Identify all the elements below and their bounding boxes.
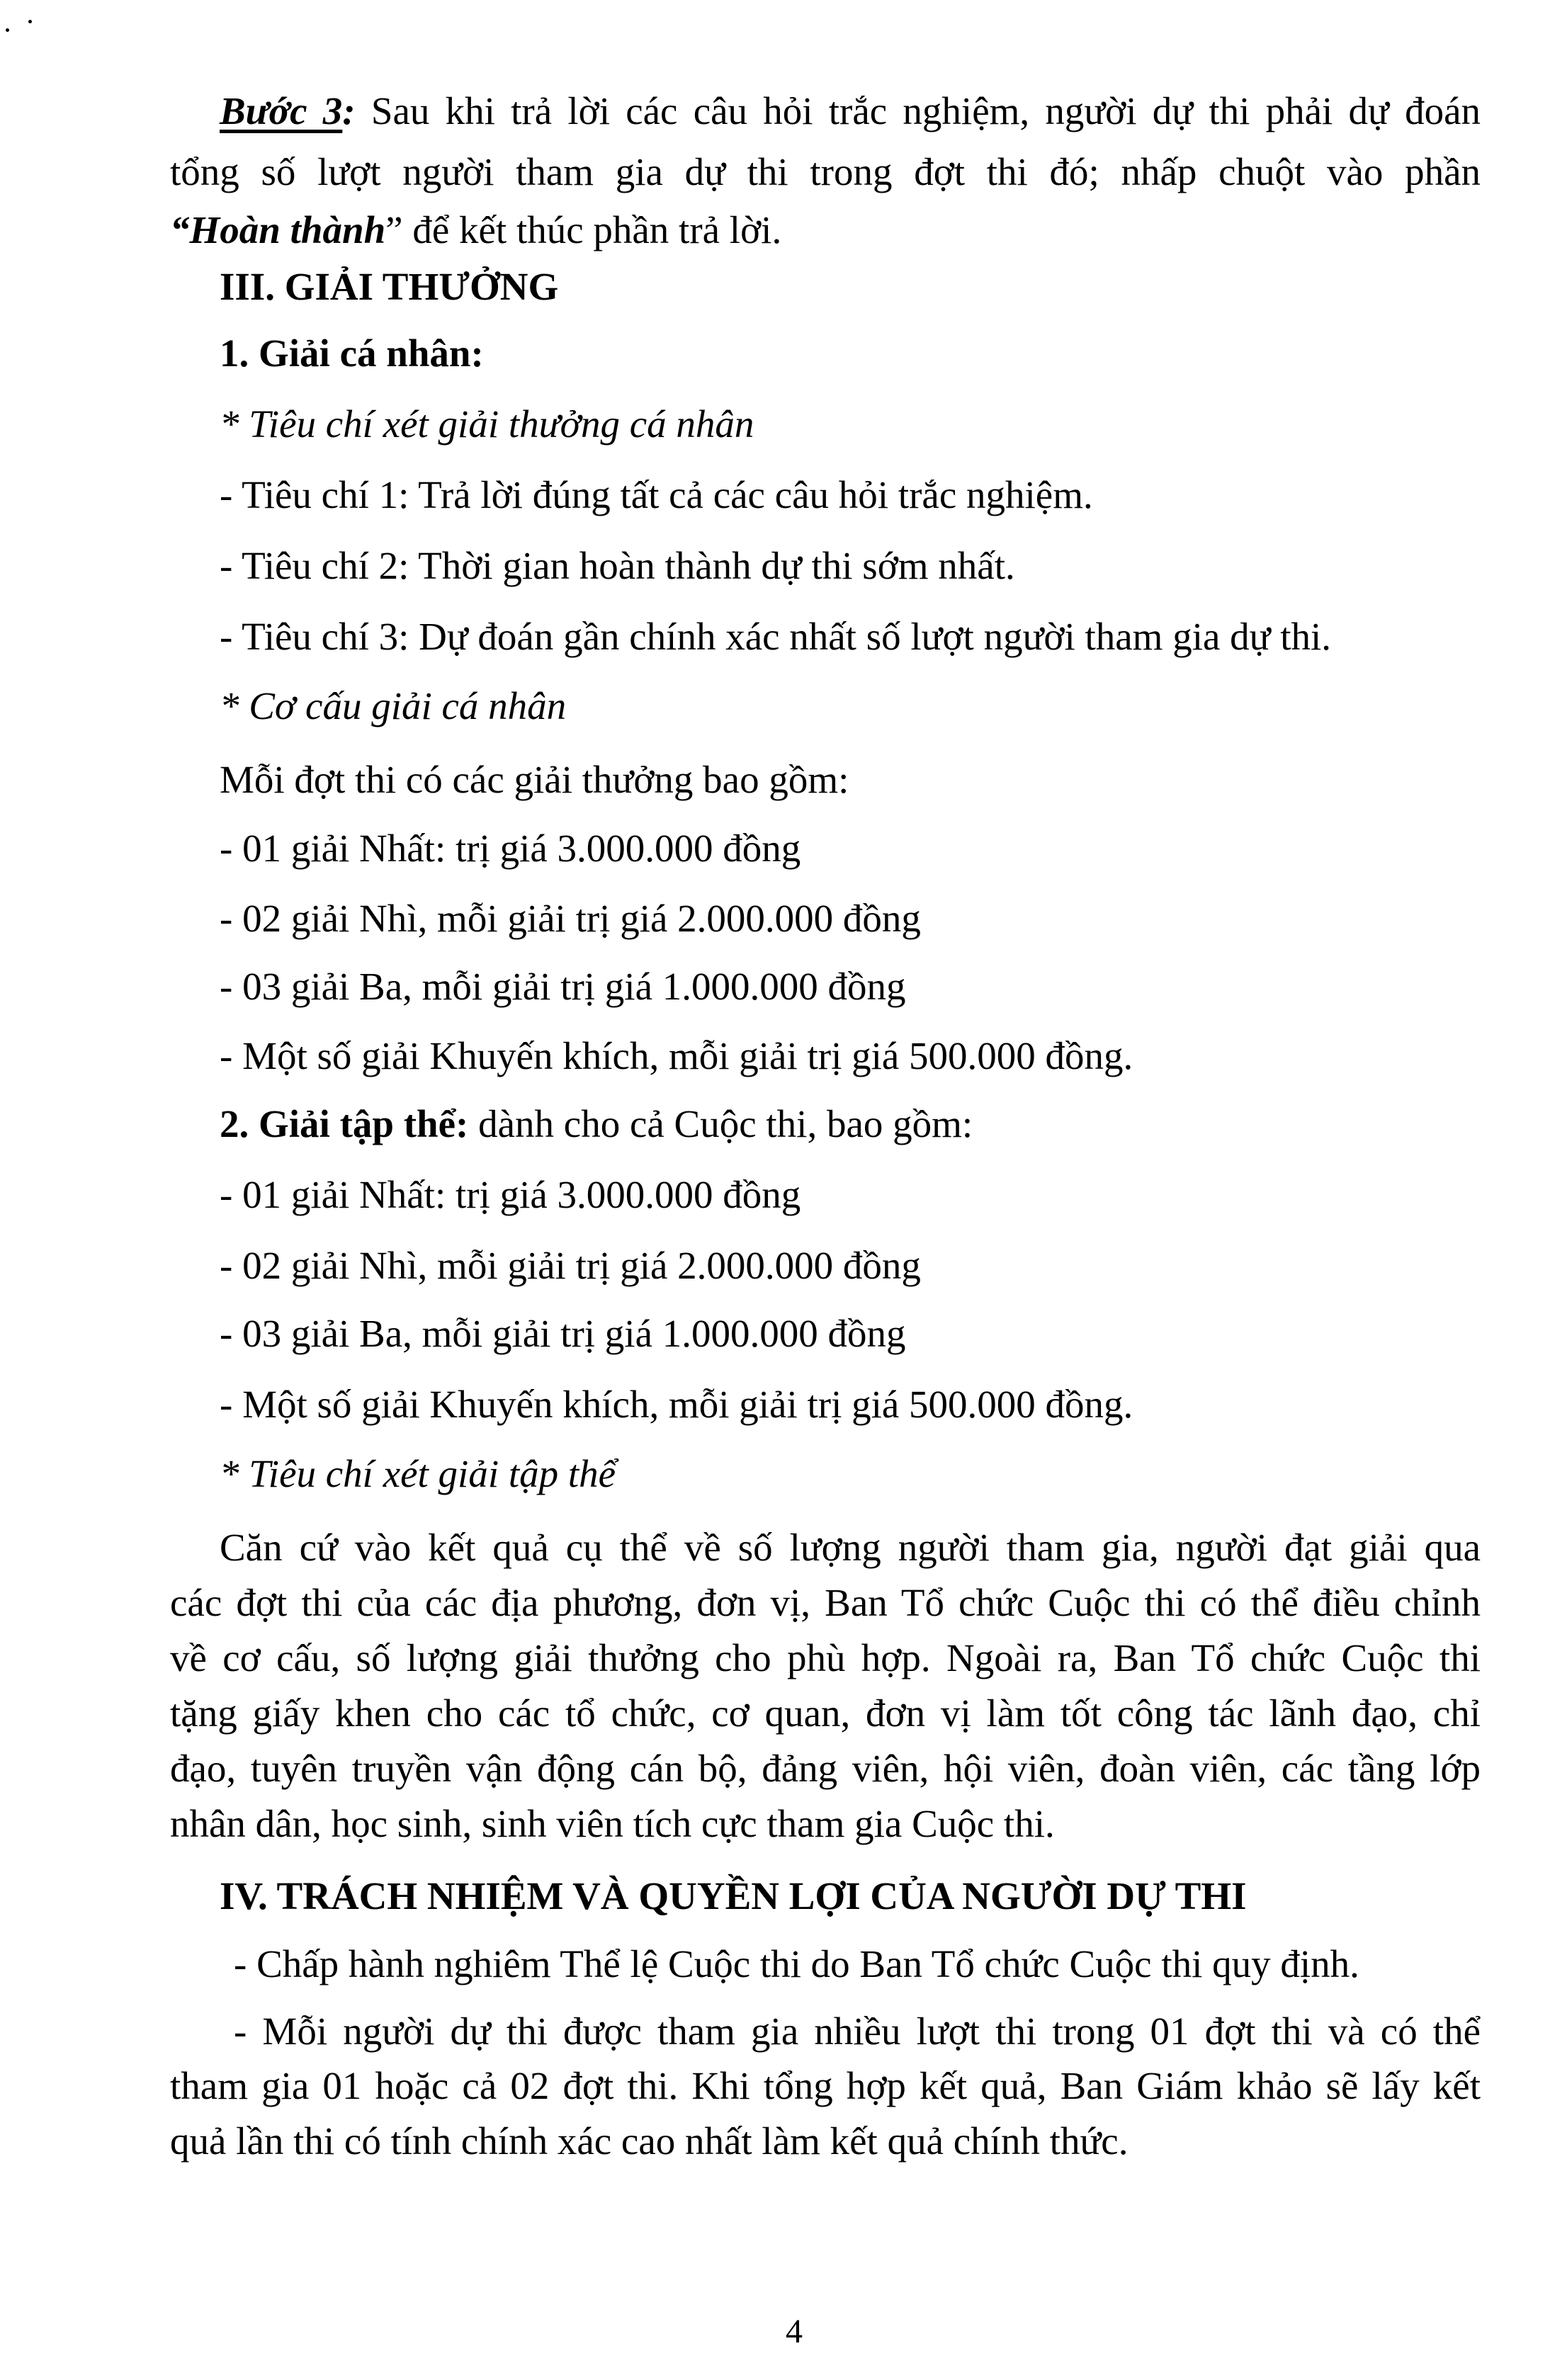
collective-prize-heading-rest: dành cho cả Cuộc thi, bao gồm:	[468, 1102, 973, 1145]
collective-paragraph-line-4: tặng giấy khen cho các tổ chức, cơ quan, đơn vị làm tốt công tác lãnh đạo, chỉ	[170, 1692, 1481, 1735]
criterion-1: - Tiêu chí 1: Trả lời đúng tất cả các câu hỏi trắc nghiệm.	[220, 473, 1093, 516]
scan-speck	[6, 28, 9, 32]
step3-text-1: Sau khi trả lời các câu hỏi trắc nghiệm, người dự thi phải dự đoán	[355, 89, 1481, 132]
step3-text-3: ” để kết thúc phần trả lời.	[385, 208, 782, 251]
individual-prize-third: - 03 giải Ba, mỗi giải trị giá 1.000.000 đồng	[220, 965, 906, 1008]
section4-item-2-line-1: - Mỗi người dự thi được tham gia nhiều lượt thi trong 01 đợt thi và có thể	[234, 2010, 1481, 2053]
criterion-2: - Tiêu chí 2: Thời gian hoàn thành dự thi sớm nhất.	[220, 544, 1015, 587]
scan-speck	[28, 20, 32, 23]
collective-prize-second: - 02 giải Nhì, mỗi giải trị giá 2.000.000 đồng	[220, 1244, 921, 1287]
criterion-3: - Tiêu chí 3: Dự đoán gần chính xác nhất số lượt người tham gia dự thi.	[220, 615, 1332, 658]
step3-quote-open: “	[170, 208, 190, 251]
section4-item-2-line-3: quả lần thi có tính chính xác cao nhất làm kết quả chính thức.	[170, 2119, 1128, 2163]
collective-paragraph-line-3: về cơ cấu, số lượng giải thưởng cho phù hợp. Ngoài ra, Ban Tổ chức Cuộc thi	[170, 1636, 1481, 1679]
collective-paragraph-line-1: Căn cứ vào kết quả cụ thể về số lượng người tham gia, người đạt giải qua	[220, 1526, 1481, 1569]
step3-line-3	[170, 205, 781, 255]
collective-prize-encouragement: - Một số giải Khuyến khích, mỗi giải trị giá 500.000 đồng.	[220, 1383, 1133, 1426]
collective-paragraph-line-6: nhân dân, học sinh, sinh viên tích cực tham gia Cuộc thi.	[170, 1802, 1055, 1845]
individual-prize-first: - 01 giải Nhất: trị giá 3.000.000 đồng	[220, 827, 801, 870]
step3-colon: :	[342, 89, 356, 132]
individual-prize-heading: 1. Giải cá nhân:	[220, 332, 484, 375]
collective-prize-first: - 01 giải Nhất: trị giá 3.000.000 đồng	[220, 1173, 801, 1216]
page-number: 4	[786, 2313, 803, 2350]
collective-prize-third: - 03 giải Ba, mỗi giải trị giá 1.000.000 đồng	[220, 1312, 906, 1355]
collective-prize-heading-bold: 2. Giải tập thể:	[220, 1102, 469, 1145]
section4-heading: IV. TRÁCH NHIỆM VÀ QUYỀN LỢI CỦA NGƯỜI DỰ THI	[220, 1874, 1247, 1917]
collective-criteria-heading: * Tiêu chí xét giải tập thể	[220, 1452, 616, 1495]
step3-hoan-thanh: Hoàn thành	[189, 208, 386, 251]
individual-prizes-intro: Mỗi đợt thi có các giải thưởng bao gồm:	[220, 758, 849, 801]
step3-line-2: tổng số lượt người tham gia dự thi trong đợt thi đó; nhấp chuột vào phần	[170, 150, 1481, 193]
collective-paragraph-line-2: các đợt thi của các địa phương, đơn vị, Ban Tổ chức Cuộc thi có thể điều chỉnh	[170, 1581, 1481, 1624]
individual-prize-encouragement: - Một số giải Khuyến khích, mỗi giải trị giá 500.000 đồng.	[220, 1034, 1133, 1077]
individual-structure-heading: * Cơ cấu giải cá nhân	[220, 684, 567, 727]
individual-criteria-heading: * Tiêu chí xét giải thưởng cá nhân	[220, 402, 754, 446]
section3-heading: III. GIẢI THƯỞNG	[220, 265, 559, 308]
individual-prize-second: - 02 giải Nhì, mỗi giải trị giá 2.000.000 đồng	[220, 897, 921, 940]
step3-label: Bước 3	[220, 89, 343, 132]
collective-paragraph-line-5: đạo, tuyên truyền vận động cán bộ, đảng viên, hội viên, đoàn viên, các tầng lớp	[170, 1747, 1481, 1790]
section4-item-2-line-2: tham gia 01 hoặc cả 02 đợt thi. Khi tổng hợp kết quả, Ban Giám khảo sẽ lấy kết	[170, 2064, 1481, 2107]
step3-line-1	[220, 86, 1481, 136]
section4-item-1: - Chấp hành nghiêm Thể lệ Cuộc thi do Ban Tổ chức Cuộc thi quy định.	[234, 1942, 1359, 1985]
collective-prize-heading	[220, 1099, 973, 1149]
